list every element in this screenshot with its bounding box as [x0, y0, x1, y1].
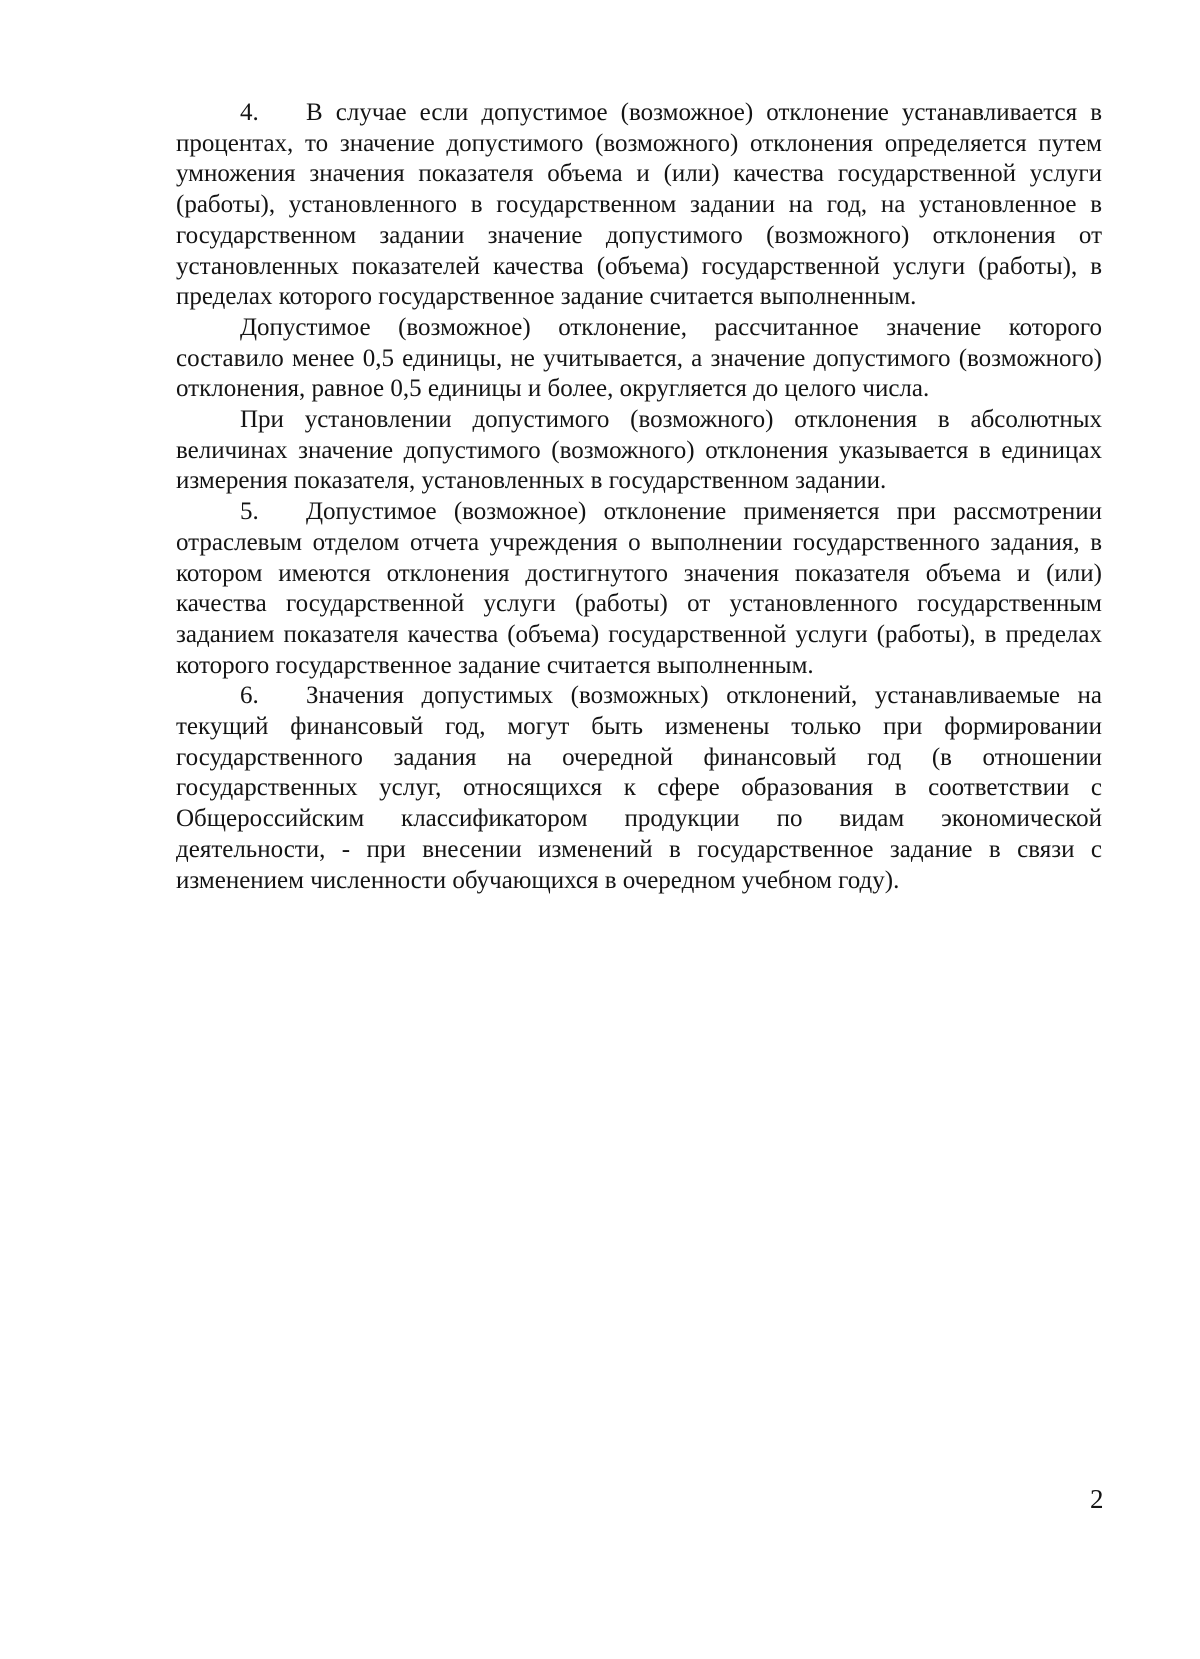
page-number: 2 — [1090, 1484, 1104, 1514]
document-body — [176, 98, 1102, 896]
paragraph-text: В случае если допустимое (возможное) отклонение устанавливается в процентах, то значение допустимого (возможного) отклонения определяется путем умножения значения показателя объема и (или) качества государственной услуги (работы), установленного в государственном задании на год, на установленное в государственном задании значение допустимого (возможного) отклонения от установленных показателей качества (объема) государственной услуги (работы), в пределах которого государственное задание считается выполненным. — [176, 99, 1102, 311]
paragraph-number: 4. — [240, 99, 259, 126]
paragraph-number: 6. — [240, 682, 259, 710]
paragraph-rounding — [176, 313, 1102, 405]
paragraph-text: Допустимое (возможное) отклонение, рассчитанное значение которого составило менее 0,5 единицы, не учитывается, а значение допустимого (возможного) отклонения, равное 0,5 единицы и более, округляется до целого числа. — [176, 313, 1102, 403]
paragraph-text: Допустимое (возможное) отклонение применяется при рассмотрении отраслевым отделом отчета учреждения о выполнении государственного задания, в котором имеются отклонения достигнутого значения показателя объема и (или) качества государственной услуги (работы) от установленного государственным заданием показателя качества (объема) государственной услуги (работы), в пределах которого государственное задание считается выполненным. — [176, 498, 1102, 679]
paragraph-text: Значения допустимых (возможных) отклонений, устанавливаемые на текущий финансовый год, могут быть изменены только при формировании государственного задания на очередной финансовый год (в отношении государственных услуг, относящихся к сфере образования в соответствии с Общероссийским классификатором продукции по видам экономической деятельности, - при внесении изменений в государственное задание в связи с изменением численности обучающихся в очередном учебном году). — [176, 682, 1102, 894]
paragraph-4 — [176, 98, 1102, 313]
paragraph-absolute — [176, 405, 1102, 497]
paragraph-text: При установлении допустимого (возможного) отклонения в абсолютных величинах значение допустимого (возможного) отклонения указывается в единицах измерения показателя, установленных в государственном задании. — [176, 406, 1102, 495]
paragraph-6 — [176, 681, 1102, 896]
paragraph-5 — [176, 497, 1102, 681]
paragraph-number: 5. — [240, 498, 259, 526]
